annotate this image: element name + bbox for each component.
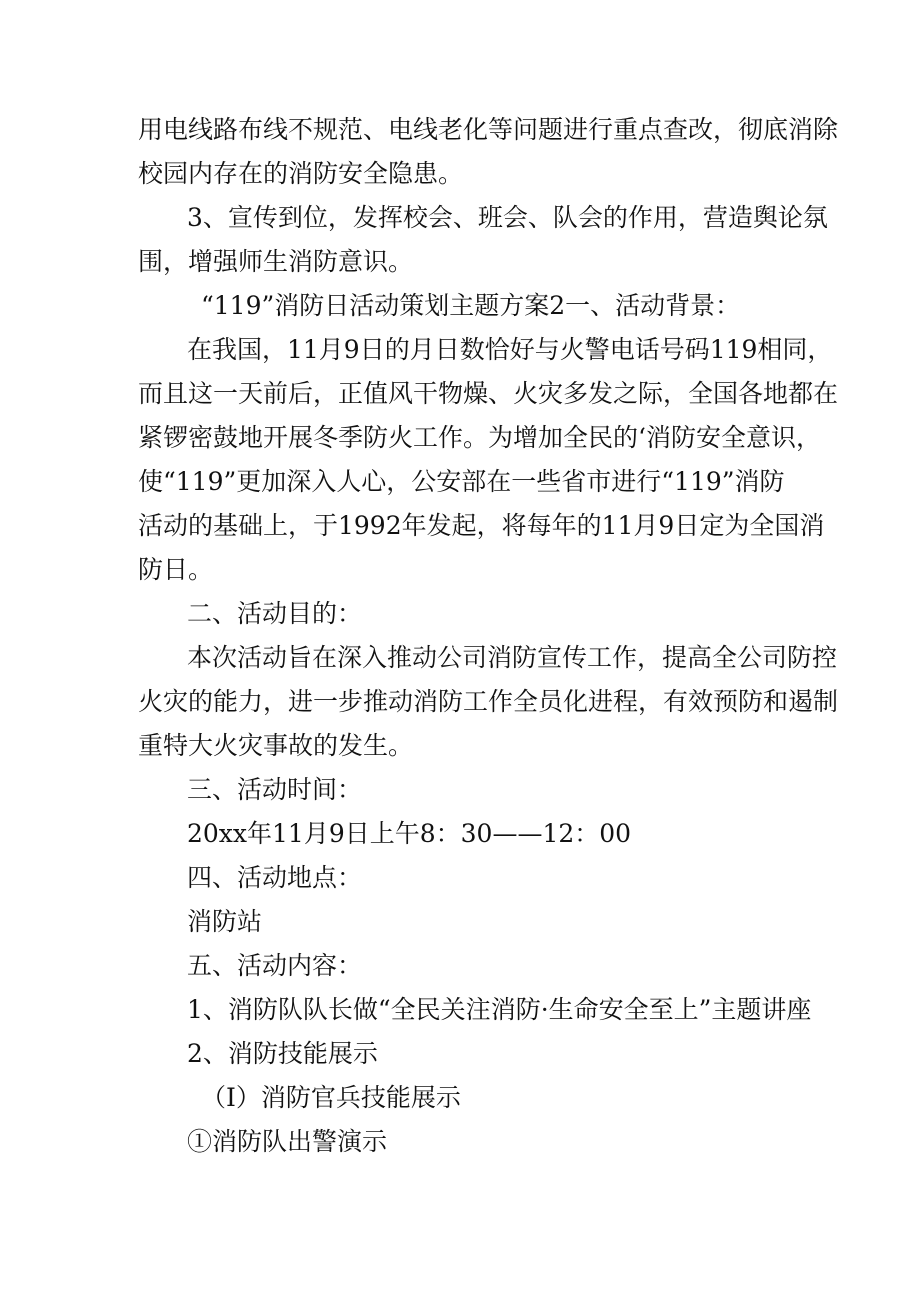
section-heading: 三、活动时间： [187,775,363,804]
paragraph-line: 使“119”更加深入人心，公安部在一些省市进行“119”消防 [138,467,785,496]
paragraph-line: 消防站 [187,907,263,936]
section-heading: 五、活动内容： [187,951,363,980]
paragraph-line: 1、消防队队长做“全民关注消防·生命安全至上”主题讲座 [187,995,812,1024]
paragraph-line: 火灾的能力，进一步推动消防工作全员化进程，有效预防和遏制 [138,687,839,716]
paragraph-line: 在我国，11月9日的月日数恰好与火警电话号码119相同， [187,335,833,364]
section-heading: 二、活动目的： [187,599,363,628]
paragraph-line: 活动的基础上，于1992年发起，将每年的11月9日定为全国消 [138,511,825,540]
paragraph-line: 20xx年11月9日上午8：30——12：00 [187,819,632,848]
paragraph-line: 用电线路布线不规范、电线老化等问题进行重点查改，彻底消除 [138,115,839,144]
paragraph-line: ①消防队出警演示 [187,1127,388,1156]
paragraph-line: 防日。 [138,555,214,584]
paragraph-line: （I）消防官兵技能展示 [201,1083,461,1112]
paragraph-line: 紧锣密鼓地开展冬季防火工作。为增加全民的‘消防安全意识， [138,423,821,452]
section-heading: 四、活动地点： [187,863,363,892]
section-heading: “119”消防日活动策划主题方案2一、活动背景： [201,291,741,320]
paragraph-line: 3、宣传到位，发挥校会、班会、队会的作用，营造舆论氛 [187,203,828,232]
paragraph-line: 本次活动旨在深入推动公司消防宣传工作，提高全公司防控 [187,643,838,672]
paragraph-line: 校园内存在的消防安全隐患。 [138,159,464,188]
paragraph-line: 2、消防技能展示 [187,1039,378,1068]
paragraph-line: 重特大火灾事故的发生。 [138,731,414,760]
paragraph-line: 围，增强师生消防意识。 [138,247,414,276]
paragraph-line: 而且这一天前后，正值风干物燥、火灾多发之际，全国各地都在 [138,379,839,408]
